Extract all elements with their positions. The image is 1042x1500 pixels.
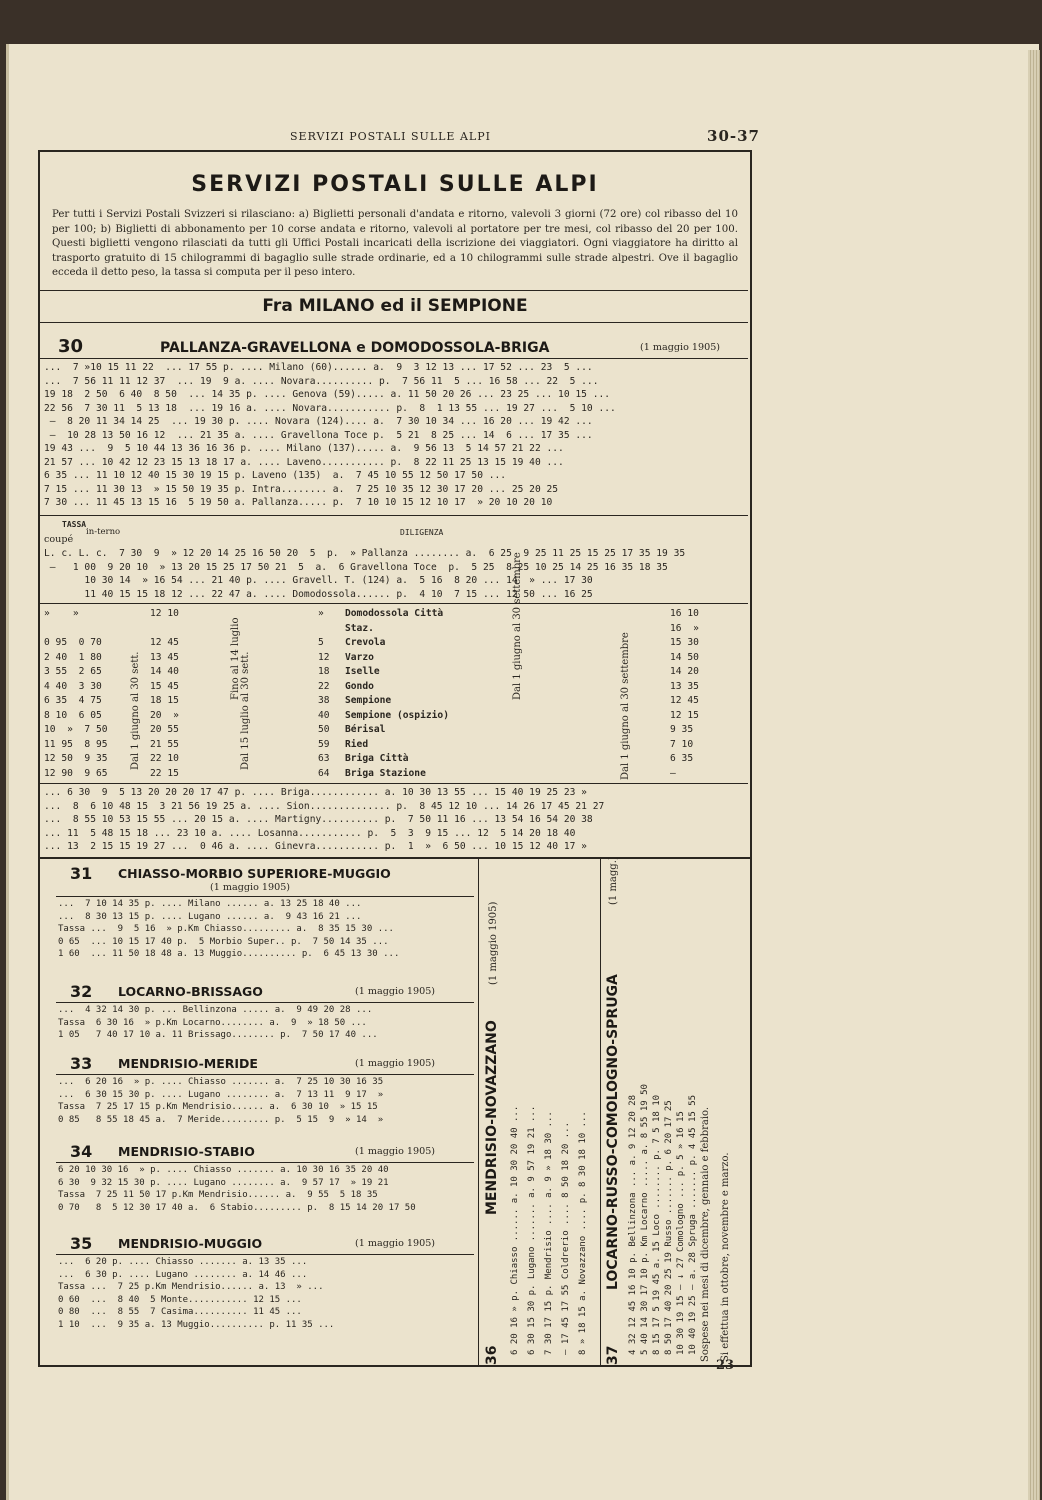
t30-note-3: Dal 15 luglio al 30 sett.	[240, 651, 251, 770]
timetable-row: ... 13 2 15 15 19 27 ... 0 46 a. .... Ginevra........... p. 1 » 6 50 ... 10 15 12 40 17 »	[44, 841, 587, 852]
station-name: Sempione	[345, 695, 392, 706]
t36-title: MENDRISIO-NOVAZZANO	[484, 1020, 500, 1215]
page-edge	[1028, 50, 1040, 1500]
station-name: Varzo	[345, 651, 374, 663]
t34-title: MENDRISIO-STABIO	[118, 1144, 255, 1159]
t30-date: (1 maggio 1905)	[640, 342, 721, 353]
timetable-row: 0 60 ... 8 40 5 Monte........... 12 15 ...	[58, 1294, 302, 1305]
timetable-row: 10 40 19 25 — a. 28 Spruga ....... p. 4 45 15 55	[688, 1094, 698, 1355]
timetable-row: 10 30 19 15 — ↓ 27 Comologno ... p. 5 » 16 15	[676, 1111, 686, 1355]
t30-note-1: Dal 1 giugno al 30 sett.	[130, 651, 141, 770]
timetable-row: ... 6 30 p. .... Lugano ........ a. 14 46 ...	[58, 1269, 308, 1280]
t30-number: 30	[58, 336, 84, 357]
timetable-row: 1 05 7 40 17 10 a. 11 Brissago........ p. 7 50 17 40 ...	[58, 1030, 378, 1040]
station-tassa: 2 40 1 80	[44, 651, 102, 663]
timetable-row: 22 56 7 30 11 5 13 18 ... 19 16 a. .... Novara........... p. 8 1 13 55 ... 19 27 ... 5 10 ...	[44, 402, 616, 414]
station-km: 38	[318, 695, 330, 706]
timetable-row: ... 11 5 48 15 18 ... 23 10 a. .... Losanna........... p. 5 3 9 15 ... 12 5 14 20 18 40	[44, 827, 576, 839]
t31-date: (1 maggio 1905)	[210, 882, 291, 893]
timetable-row: 11 40 15 15 18 12 ... 22 47 a. .... Domodossola...... p. 4 10 7 15 ... 12 50 ... 16 25	[44, 588, 593, 600]
t30-title: PALLANZA-GRAVELLONA e DOMODOSSOLA-BRIGA	[160, 340, 550, 356]
timetable-row: ... 8 30 13 15 p. .... Lugano ...... a. 9 43 16 21 ...	[58, 911, 362, 922]
page-title: SERVIZI POSTALI SULLE ALPI	[191, 172, 599, 197]
t33-number: 33	[70, 1054, 93, 1073]
timetable-row: ... 6 30 9 5 13 20 20 20 17 47 p. .... Briga............ a. 10 30 13 55 ... 15 40 19 25 23 »	[44, 787, 587, 798]
t30-note-4: Dal 1 giugno al 30 settembre	[512, 552, 523, 700]
timetable-row: Tassa 6 30 16 » p.Km Locarno........ a. 9 » 18 50 ...	[58, 1017, 367, 1028]
timetable-row: — 17 45 17 55 Coldrerio .... 8 50 18 20 ...	[561, 1122, 571, 1355]
t32-title: LOCARNO-BRISSAGO	[118, 984, 263, 999]
station-km: 59	[318, 738, 330, 750]
divider	[56, 1002, 474, 1003]
timetable-row: 1 60 ... 11 50 18 48 a. 13 Muggio.......... p. 6 45 13 30 ...	[58, 949, 400, 959]
station-tassa: 10 » 7 50	[44, 724, 108, 735]
t35-number: 35	[70, 1234, 93, 1253]
t37-footnote-1: Sospese nei mesi di dicembre, gennaio e febbraio.	[700, 1106, 711, 1362]
station-name: Sempione (ospizio)	[345, 709, 449, 721]
t34-number: 34	[70, 1142, 93, 1161]
t33-date: (1 maggio 1905)	[355, 1058, 436, 1069]
station-km: »	[318, 608, 324, 619]
station-time-down: 22 15	[150, 767, 179, 779]
t34-date: (1 maggio 1905)	[355, 1146, 436, 1157]
station-name: Briga Città	[345, 753, 409, 764]
station-tassa: 4 40 3 30	[44, 680, 102, 692]
t35-date: (1 maggio 1905)	[355, 1238, 436, 1249]
station-name: Ried	[345, 738, 369, 750]
station-time-up: 14 20	[670, 666, 699, 677]
station-km: 12	[318, 651, 330, 663]
divider	[56, 896, 474, 897]
t37-date: (1 magg.)	[608, 856, 619, 905]
t37-title: LOCARNO-RUSSO-COMOLOGNO-SPRUGA	[605, 974, 621, 1290]
timetable-row: 6 20 16 » p. Chiasso ...... a. 10 30 20 40 ...	[510, 1105, 520, 1355]
timetable-row: 4 32 12 45 16 10 p. Bellinzona ... a. 9 12 20 28	[628, 1094, 638, 1355]
timetable-row: 6 30 15 30 p. Lugano ....... a. 9 57 19 21 ...	[527, 1105, 537, 1355]
coupe-label: coupé	[44, 534, 74, 545]
t32-date: (1 maggio 1905)	[355, 986, 436, 997]
timetable-row: 10 30 14 » 16 54 ... 21 40 p. .... Gravell. T. (124) a. 5 16 8 20 ... 14 » ... 17 30	[44, 575, 593, 586]
station-time-up: 7 10	[670, 738, 694, 750]
timetable-row: 0 85 8 55 18 45 a. 7 Meride......... p. 5 15 9 » 14 »	[58, 1114, 384, 1125]
column-divider	[478, 857, 479, 1365]
station-km: 18	[318, 666, 330, 677]
section-title: Fra MILANO ed il SEMPIONE	[262, 296, 528, 316]
divider	[56, 1254, 474, 1255]
station-time-up: 16 10	[670, 608, 699, 619]
timetable-row: 21 57 ... 10 42 12 23 15 13 18 17 a. .... Laveno........... p. 8 22 11 25 13 15 19 40 ...	[44, 456, 564, 468]
t36-number: 36	[484, 1345, 500, 1365]
station-name: Gondo	[345, 680, 374, 692]
station-time-up: —	[670, 767, 676, 779]
timetable-row: ... 4 32 14 30 p. ... Bellinzona ..... a. 9 49 20 28 ...	[58, 1005, 373, 1015]
station-time-down: 14 40	[150, 666, 179, 677]
station-time-up: 13 35	[670, 680, 699, 692]
station-name: Bérisal	[345, 724, 386, 735]
timetable-row: ... 8 55 10 53 15 55 ... 20 15 a. .... Martigny.......... p. 7 50 11 16 ... 13 54 16 54 20 38	[44, 814, 593, 825]
timetable-row: 8 » 18 15 a. Novazzano .... p. 8 30 18 10 ...	[578, 1111, 588, 1355]
timetable-row: 6 35 ... 11 10 12 40 15 30 19 15 p. Laveno (135) a. 7 45 10 55 12 50 17 50 ...	[44, 470, 507, 481]
timetable-row: ... 6 30 15 30 p. .... Lugano ........ a. 7 13 11 9 17 »	[58, 1089, 384, 1100]
divider	[38, 515, 748, 516]
station-tassa: 0 95 0 70	[44, 637, 102, 648]
divider	[56, 1162, 474, 1163]
divider	[56, 1074, 474, 1075]
station-time-down: 20 55	[150, 724, 179, 735]
timetable-row: 5 40 14 30 17 10 p. Km Locarno ..... a. 8 55 19 50	[640, 1084, 650, 1355]
running-title: SERVIZI POSTALI SULLE ALPI	[290, 130, 491, 143]
timetable-row: 8 50 17 40 20 25 19 Russo ....... p. 6 20 17 25	[664, 1100, 674, 1355]
station-km: 40	[318, 709, 330, 721]
station-tassa: 3 55 2 65	[44, 666, 102, 677]
timetable-row: Tassa 7 25 17 15 p.Km Mendrisio...... a. 6 30 10 » 15 15	[58, 1102, 378, 1112]
timetable-row: 7 30 ... 11 45 13 15 16 5 19 50 a. Pallanza..... p. 7 10 10 15 12 10 17 » 20 10 20 10	[44, 497, 553, 508]
station-name: Iselle	[345, 666, 380, 677]
station-name: Briga Stazione	[345, 767, 426, 779]
timetable-row: 8 15 17 5 19 45 a. 15 Loco ........ p. 7 5 18 10	[652, 1094, 662, 1355]
timetable-row: Tassa ... 9 5 16 » p.Km Chiasso......... a. 8 35 15 30 ...	[58, 924, 394, 934]
timetable-row: — 10 28 13 50 16 12 ... 21 35 a. .... Gravellona Toce p. 5 21 8 25 ... 14 6 ... 17 35 ...	[44, 429, 593, 441]
interno-label: in-terno	[86, 527, 121, 537]
timetable-row: — 1 00 9 20 10 » 13 20 15 25 17 50 21 5 a. 6 Gravellona Toce p. 5 25 8 25 10 25 14 25 16 35 18 35	[44, 561, 668, 573]
t35-title: MENDRISIO-MUGGIO	[118, 1236, 263, 1251]
t33-title: MENDRISIO-MERIDE	[118, 1056, 258, 1071]
intro-paragraph: Per tutti i Servizi Postali Svizzeri si rilasciano: a) Biglietti personali d'andata e ritorno, valevoli 3 giorni (72 ore) col ribasso del 10 per 100; b) Biglietti di abbonamento per 10 corse andata e ritorno, valevoli al portatore per tre mesi, col ribasso del 20 per 100. Questi biglietti vengono rilasciati da tutti gli Uffici Postali incaricati della iscrizione dei viaggiatori. Ogni viaggiatore ha diritto al trasporto gratuito di 15 chilogrammi di bagaglio sulle strade ordinarie, ed a 10 chilogrammi sulle strade alpestri. Ove il bagaglio ecceda il detto peso, la tassa si computa per il peso intero.	[52, 209, 738, 279]
station-time-up: 6 35	[670, 753, 694, 764]
station-time-down: 20 »	[150, 709, 179, 721]
station-time-down: 12 45	[150, 637, 179, 648]
page-number: 23	[716, 1358, 735, 1373]
station-time-up: 16 »	[670, 622, 699, 634]
station-name: Crevola	[345, 637, 386, 648]
station-km: 64	[318, 767, 330, 779]
timetable-row: 0 80 ... 8 55 7 Casima.......... 11 45 ...	[58, 1307, 302, 1317]
t31-title: CHIASSO-MORBIO SUPERIORE-MUGGIO	[118, 866, 391, 881]
t36-date: (1 maggio 1905)	[488, 901, 499, 985]
t37-number: 37	[605, 1345, 621, 1365]
station-time-down: 18 15	[150, 695, 179, 706]
station-tassa: 6 35 4 75	[44, 695, 102, 706]
t31-number: 31	[70, 864, 93, 883]
diligenza-label: DILIGENZA	[400, 528, 444, 537]
divider	[38, 290, 748, 291]
timetable-row: 19 43 ... 9 5 10 44 13 36 16 36 p. .... Milano (137)..... a. 9 56 13 5 14 57 21 22 ...	[44, 443, 564, 454]
station-km: 63	[318, 753, 330, 764]
timetable-row: ... 8 6 10 48 15 3 21 56 19 25 a. .... Sion.............. p. 8 45 12 10 ... 14 26 17 45 21 27	[44, 800, 605, 812]
page-range: 30-37	[707, 127, 760, 145]
station-tassa: 11 95 8 95	[44, 738, 108, 750]
timetable-row: 1 10 ... 9 35 a. 13 Muggio.......... p. 11 35 ...	[58, 1319, 335, 1330]
timetable-row: 7 15 ... 11 30 13 » 15 50 19 35 p. Intra........ a. 7 25 10 35 12 30 17 20 ... 25 20 25	[44, 483, 559, 495]
timetable-row: Tassa ... 7 25 p.Km Mendrisio...... a. 13 » ...	[58, 1282, 324, 1292]
station-name: Staz.	[345, 622, 374, 634]
station-time-up: 15 30	[670, 637, 699, 648]
station-tassa: 12 90 9 65	[44, 767, 108, 779]
timetable-row: 6 30 9 32 15 30 p. .... Lugano ........ a. 9 57 17 » 19 21	[58, 1177, 389, 1188]
station-time-up: 9 35	[670, 724, 694, 735]
divider	[38, 322, 748, 323]
station-time-down: 12 10	[150, 608, 179, 619]
station-tassa: » »	[44, 608, 79, 619]
station-time-up: 14 50	[670, 651, 699, 663]
station-time-down: 15 45	[150, 680, 179, 692]
timetable-row: ... 7 10 14 35 p. .... Milano ...... a. 13 25 18 40 ...	[58, 899, 362, 909]
divider	[38, 358, 748, 359]
timetable-row: ... 6 20 p. .... Chiasso ....... a. 13 35 ...	[58, 1257, 308, 1267]
station-name: Domodossola Città	[345, 608, 444, 619]
station-km: 22	[318, 680, 330, 692]
timetable-row: Tassa 7 25 11 50 17 p.Km Mendrisio...... a. 9 55 5 18 35	[58, 1190, 378, 1200]
station-km: 5	[318, 637, 324, 648]
station-time-up: 12 45	[670, 695, 699, 706]
timetable-row: 6 20 10 30 16 » p. .... Chiasso ....... a. 10 30 16 35 20 40	[58, 1165, 389, 1175]
station-time-up: 12 15	[670, 709, 699, 721]
timetable-row: 0 65 ... 10 15 17 40 p. 5 Morbio Super.. p. 7 50 14 35 ...	[58, 936, 389, 947]
timetable-row: ... 6 20 16 » p. .... Chiasso ....... a. 7 25 10 30 16 35	[58, 1077, 384, 1087]
divider	[38, 603, 748, 604]
column-divider	[600, 857, 601, 1365]
station-time-down: 13 45	[150, 651, 179, 663]
station-tassa: 8 10 6 05	[44, 709, 102, 721]
tassa-label: TASSA	[62, 520, 87, 529]
t32-number: 32	[70, 982, 93, 1001]
timetable-row: L. c. L. c. 7 30 9 » 12 20 14 25 16 50 20 5 p. » Pallanza ........ a. 6 25 9 25 11 25 15 25 17 35 19 35	[44, 548, 686, 559]
station-time-down: 21 55	[150, 738, 179, 750]
t30-note-5: Dal 1 giugno al 30 settembre	[620, 632, 631, 780]
timetable-row: 7 30 17 15 p. Mendrisio .... a. 9 » 18 30 ...	[544, 1111, 554, 1355]
t30-note-2: Fino al 14 luglio	[230, 617, 241, 700]
timetable-row: ... 7 56 11 11 12 37 ... 19 9 a. .... Novara.......... p. 7 56 11 5 ... 16 58 ... 22 5 ...	[44, 375, 599, 387]
station-time-down: 22 10	[150, 753, 179, 764]
timetable-row: ... 7 »10 15 11 22 ... 17 55 p. .... Milano (60)...... a. 9 3 12 13 ... 17 52 ... 23 5 ...	[44, 362, 593, 373]
timetable-row: — 8 20 11 34 14 25 ... 19 30 p. .... Novara (124).... a. 7 30 10 34 ... 16 20 ... 19 42 ...	[44, 416, 593, 427]
divider	[38, 783, 748, 784]
t37-footnote-2: Si effettua in ottobre, novembre e marzo.	[720, 1152, 731, 1362]
station-km: 50	[318, 724, 330, 735]
timetable-row: 0 70 8 5 12 30 17 40 a. 6 Stabio......... p. 8 15 14 20 17 50	[58, 1202, 416, 1213]
station-tassa: 12 50 9 35	[44, 753, 108, 764]
timetable-row: 19 18 2 50 6 40 8 50 ... 14 35 p. .... Genova (59)..... a. 11 50 20 26 ... 23 25 ... 10 15 ...	[44, 389, 611, 400]
